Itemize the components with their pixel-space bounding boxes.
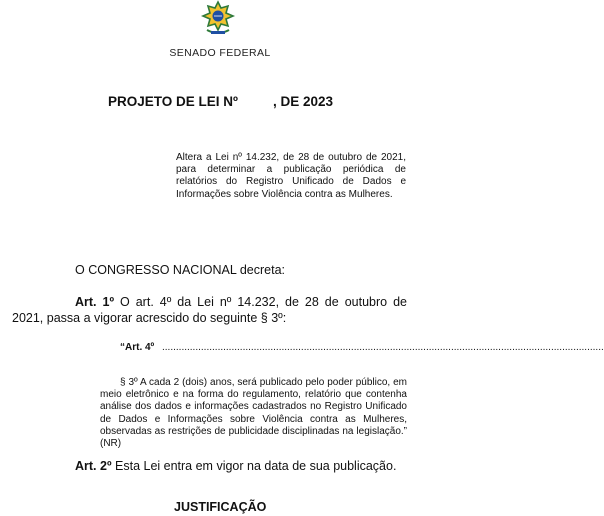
enacting-clause: O CONGRESSO NACIONAL decreta:: [75, 263, 286, 277]
article-1-label: Art. 1º: [75, 295, 115, 309]
bill-title: PROJETO DE LEI Nº: [108, 94, 238, 109]
omission-dots: ...............................................................................................................................................................: [162, 342, 604, 353]
paragraph-3: § 3º A cada 2 (dois) anos, será publicado pelo poder público, em meio eletrônico e na forma do regulamento, relatório que contenha análise dos dados e informações cadastrados no Registro Unificado de Dados e Informações sobre Violência contra as Mulheres, observadas as restrições de publicidade disciplinadas na legislação.” (NR): [100, 377, 407, 450]
article-2: [75, 459, 396, 473]
ementa: Altera a Lei nº 14.232, de 28 de outubro de 2021, para determinar a publicação periódica de relatórios do Registro Unificado de Dados e Informações sobre Violência contra as Mulheres.: [176, 152, 406, 200]
amended-article-label: “Art. 4º: [120, 342, 155, 353]
article-2-text: Esta Lei entra em vigor na data de sua publicação.: [111, 459, 397, 473]
justification-heading: JUSTIFICAÇÃO: [174, 500, 267, 514]
article-1-text: O art. 4º da Lei nº 14.232, de 28 de outubro de 2021, passa a vigorar acrescido do seguinte § 3º:: [12, 295, 407, 325]
organization-name: SENADO FEDERAL: [169, 47, 271, 59]
brasao-republica-icon: [198, 0, 238, 36]
article-1: [12, 294, 407, 326]
article-2-label: Art. 2º: [75, 459, 112, 473]
bill-title-year: , DE 2023: [273, 94, 334, 109]
